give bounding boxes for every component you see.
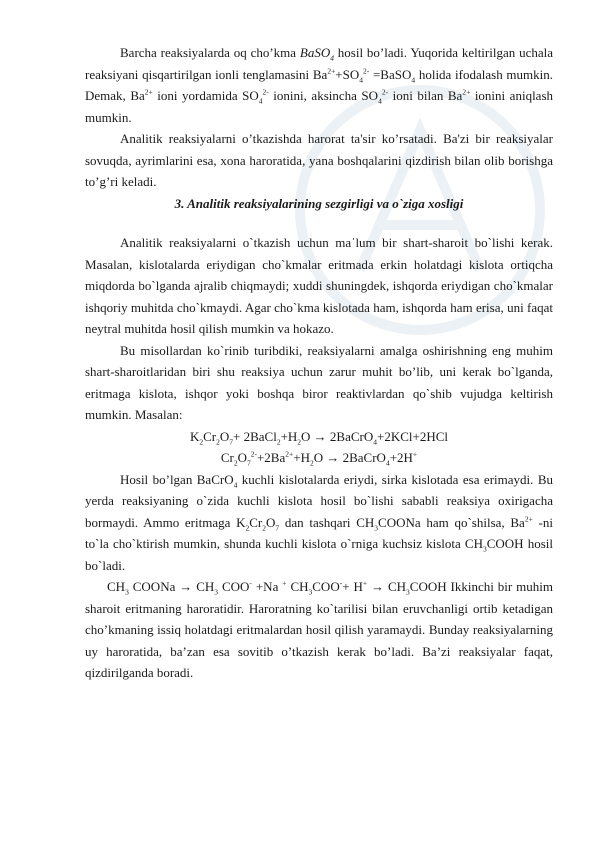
subscript: 2 bbox=[233, 458, 238, 468]
subscript: 3 bbox=[125, 587, 129, 597]
superscript: + bbox=[412, 449, 418, 459]
text-run: COONa ham qo`shilsa, Ba bbox=[378, 514, 525, 530]
text-run: Cr bbox=[220, 450, 234, 465]
text-run: ionini aniqlash mumkin. bbox=[85, 88, 554, 125]
text-run: O → 2BaCrO bbox=[301, 428, 374, 444]
text-run: K bbox=[189, 428, 200, 444]
text-run: COOH Ikkinchi bir muhim sharoit eritmaning haroratidir. Haroratning ko`tarilisi bilan eruvchanligi ortib ketadigan cho’kmaning issiq holatdagi eritmalardan hosil qilish yaramaydi. Bunday reaksiyalarning uy haroratida, ba’zan esa sovitib o’tkazish kerak bo’ladi. Ba’zi reaksiyalar faqat, qizdirilganda boradi. bbox=[85, 579, 554, 680]
superscript: - bbox=[249, 578, 252, 588]
subscript: 2 bbox=[216, 437, 220, 447]
text-run: COO bbox=[312, 579, 340, 594]
text-run: hosil bo’ladi. Yuqorida keltirilgan uchala reaksiyani qisqartirilgan ionli tenglamasini Ba bbox=[85, 45, 553, 82]
text-run: O bbox=[219, 428, 230, 444]
subscript: 2 bbox=[297, 437, 302, 447]
subscript: 7 bbox=[246, 458, 251, 468]
text-run: =BaSO bbox=[369, 66, 412, 82]
text-run: holida ifodalash mumkin. Demak, Ba bbox=[85, 66, 553, 103]
subscript: 4 bbox=[378, 96, 382, 106]
paragraph-4: Bu misollardan ko`rinib turibdiki, reaksiyalarni amalga oshirishning eng muhim shart-sharoitlaridan biri shu reaksiya uchun zarur muhit bo’lib, uni kerak bo`lganda, eritmaga kislota, ishqor yoki boshqa biror reaktivlardan qo`shib vujudga keltirish mumkin. Masalan: bbox=[85, 342, 553, 422]
subscript: 4 bbox=[385, 458, 390, 468]
text-run: CH bbox=[107, 579, 126, 594]
superscript: - bbox=[339, 578, 343, 588]
text-run: O → 2BaCrO bbox=[313, 450, 386, 465]
superscript: + bbox=[362, 578, 368, 588]
superscript: 2- bbox=[250, 449, 257, 459]
paragraph-3: Analitik reaksiyalarni o`tkazish uchun maˈlum bir shart-sharoit bo`lishi kerak. Masalan, kislotalarda eriydigan cho`kmalar eritmada erkin holatdagi kislota ortiqcha miqdorda bo`lganda ajralib chiqmaydi; xuddi shuningdek, ishqorda eriydigan cho`kmalar ishqoriy muhitda cho`kmaydi. Agar cho`kma kislotada ham, ishqorda ham erisa, uni faqat neytral muhitda hosil qilish mumkin va hokazo. bbox=[85, 235, 553, 336]
text-run: Cr bbox=[249, 514, 263, 530]
superscript: 2+ bbox=[285, 449, 294, 459]
text-run: +2H bbox=[389, 450, 413, 465]
subscript: 4 bbox=[411, 75, 416, 85]
text-run: ionini, aksincha SO bbox=[268, 88, 379, 103]
text-run: +2Ba bbox=[256, 450, 286, 465]
subscript: 2 bbox=[276, 437, 281, 447]
text-run: ioni yordamida SO bbox=[152, 88, 259, 103]
superscript: 2- bbox=[363, 66, 370, 76]
subscript: 4 bbox=[330, 53, 334, 63]
subscript: 2 bbox=[245, 523, 250, 533]
text-run: -ni to`la cho`ktirish mumkin, shunda kuchli kislota o`rniga kuchsiz kislota CH bbox=[85, 514, 553, 551]
text-run: dan tashqari CH bbox=[279, 514, 375, 530]
text-run: O bbox=[266, 514, 276, 530]
subscript: 3 bbox=[308, 587, 313, 597]
subscript: 2 bbox=[309, 458, 314, 468]
text-run: COOH hosil bo`ladi. bbox=[85, 536, 553, 573]
superscript: 2+ bbox=[144, 87, 153, 97]
paragraph-5 bbox=[85, 469, 553, 577]
subscript: 4 bbox=[258, 96, 263, 106]
text-run: CH bbox=[286, 579, 309, 594]
paragraph-1 bbox=[85, 42, 553, 128]
text-run: Cr bbox=[203, 428, 217, 444]
subscript: 4 bbox=[373, 437, 378, 447]
superscript: 2+ bbox=[462, 87, 471, 97]
superscript: 2- bbox=[262, 87, 269, 97]
document-body bbox=[85, 42, 553, 684]
text-run: + 2BaCl bbox=[233, 428, 277, 444]
paragraph-6 bbox=[85, 576, 553, 684]
equation-ionic bbox=[85, 447, 553, 469]
subscript: 4 bbox=[359, 75, 363, 85]
text-run: + H bbox=[342, 579, 363, 594]
superscript: 2+ bbox=[327, 66, 336, 76]
text-run: +2KCl+2HCl bbox=[377, 428, 449, 444]
text-run: +SO bbox=[335, 66, 360, 82]
subscript: 3 bbox=[214, 587, 219, 597]
subscript: 3 bbox=[482, 544, 487, 554]
subscript: 3 bbox=[406, 587, 410, 597]
text-run: +Na bbox=[251, 579, 283, 594]
subscript: 7 bbox=[275, 523, 280, 533]
subscript: 3 bbox=[374, 523, 379, 533]
text-run: kuchli kislotalarda eriydi, sirka kislotada esa erimaydi. Bu yerda reaksiyaning o`zida kuchli kislota hosil bo`lishi sababli reaksiya oxirigacha bormaydi. Ammo eritmaga K bbox=[85, 471, 553, 530]
superscript: 2+ bbox=[524, 514, 533, 524]
section-heading: 3. Analitik reaksiyalarining sezgirligi va o`ziga xosligi bbox=[174, 195, 464, 211]
superscript: 2- bbox=[381, 87, 389, 97]
text-run: COONa → CH bbox=[128, 579, 215, 594]
subscript: 2 bbox=[262, 523, 266, 533]
text-run: +H bbox=[293, 450, 310, 465]
subscript: 4 bbox=[233, 480, 238, 490]
text-run: → CH bbox=[367, 579, 407, 594]
text-run: Barcha reaksiyalarda oq cho’kma bbox=[120, 45, 300, 60]
paragraph-2: Analitik reaksiyalarni o’tkazishda harorat ta'sir ko’rsatadi. Ba'zi bir reaksiyalar sovuqda, ayrimlarini esa, xona haroratida, yana boshqalarini qizdirish bilan olib borishga to’g’ri keladi. bbox=[85, 131, 553, 189]
text-run: +H bbox=[280, 428, 298, 444]
text-run: Hosil bo’lgan BaCrO bbox=[120, 471, 234, 487]
text-run: COO bbox=[218, 579, 250, 594]
subscript: 7 bbox=[229, 437, 233, 447]
text-run: O bbox=[237, 450, 247, 465]
equation-molecular bbox=[85, 426, 553, 448]
superscript: + bbox=[282, 578, 287, 588]
subscript: 2 bbox=[199, 437, 204, 447]
text-run: BaSO bbox=[299, 45, 331, 60]
text-run: ioni bilan Ba bbox=[388, 88, 463, 103]
